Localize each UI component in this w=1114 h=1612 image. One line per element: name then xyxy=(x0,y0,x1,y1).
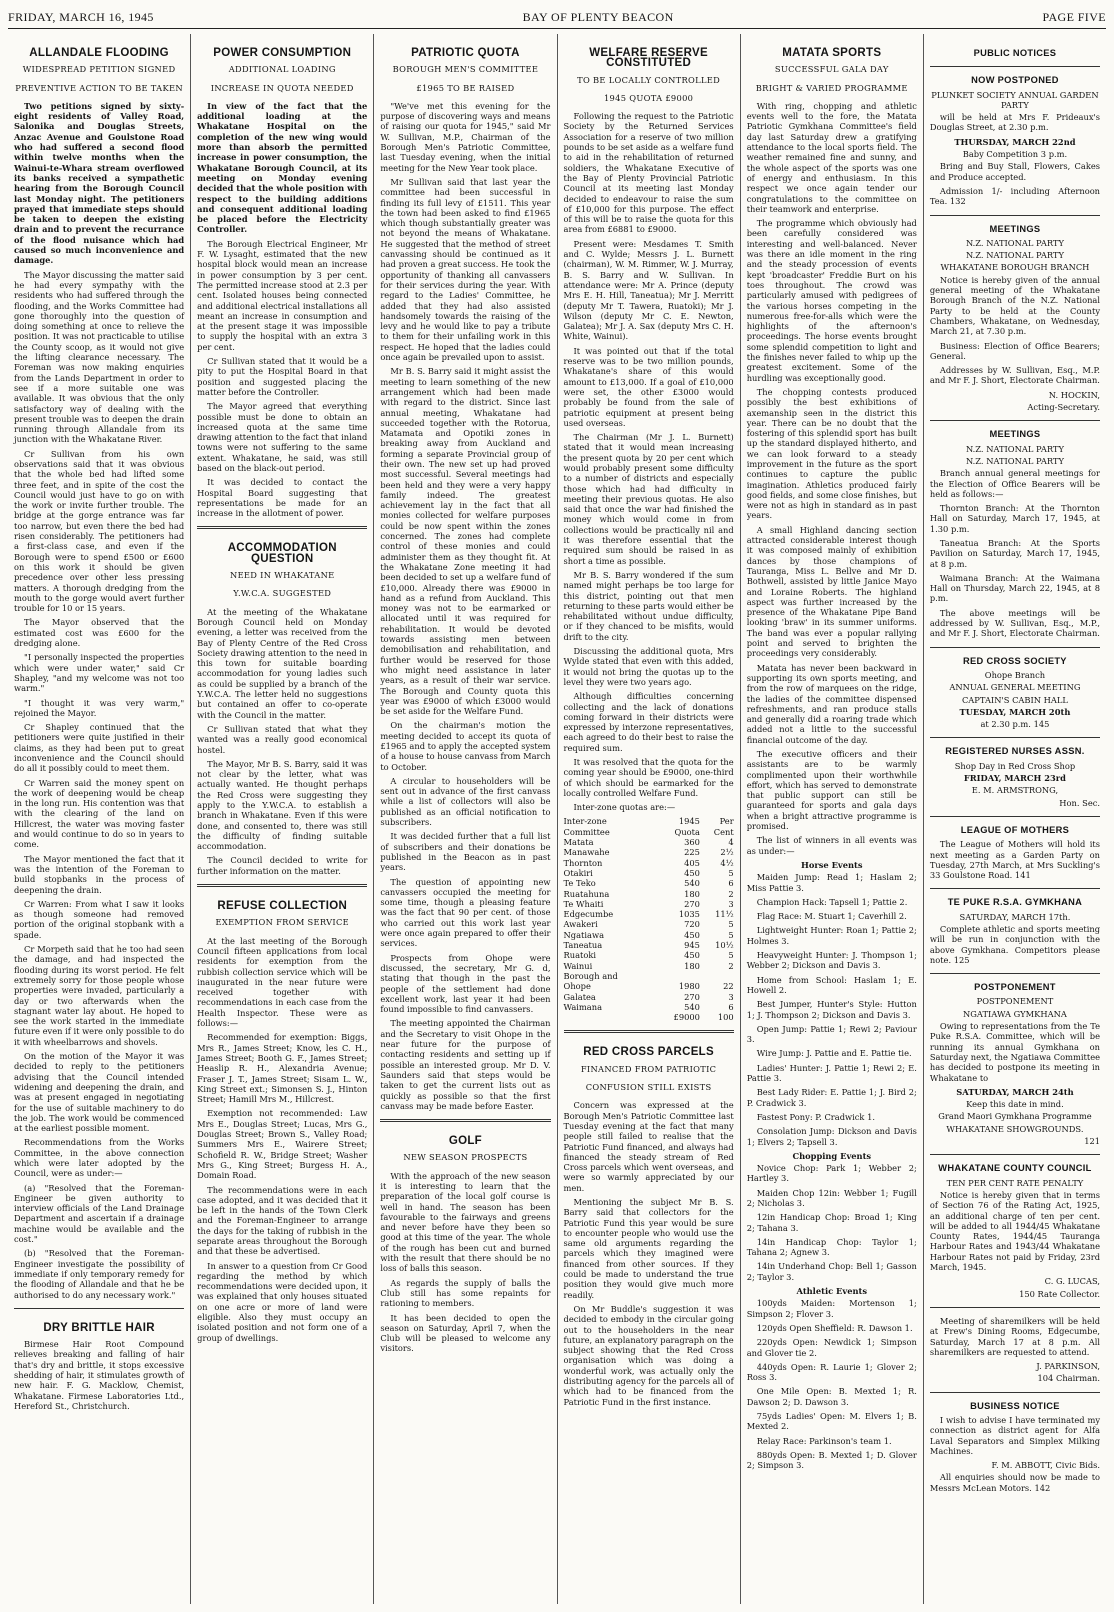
quota-committee: Te Teko xyxy=(563,878,596,889)
paragraph: On the motion of the Mayor it was decided to reply to the petitioners advising that the Council intended widening and deepening the drain, and was at present engaged in negotiating for the use of suitable machinery to do the job. The work would be commenced at the earliest possible moment. xyxy=(14,1051,185,1134)
notice-date: THURSDAY, MARCH 22nd xyxy=(954,136,1076,147)
paragraph: Mentioning the subject Mr B. S. Barry said that collectors for the Patriotic Fund this year would be sure to encounter people who would use the same old arguments regarding the parcels which they imagined were financed from other sources. If they could be made to understand the true position they would give much more readily. xyxy=(563,1196,734,1300)
paragraph: "We've met this evening for the purpose of discovering ways and means of raising our quota for 1945," said Mr W. Sullivan, M.P., Chairman of the Borough Men's Patriotic Committee, last Tuesday evening, when the initial meeting for the New Year took place. xyxy=(380,100,551,173)
notice-text: Business: Election of Office Bearers; General. xyxy=(929,340,1101,361)
subhead: CONFUSION STILL EXISTS xyxy=(585,1082,712,1093)
paragraph: Cr Sullivan from his own observations said that it was obvious that the whole bed had lifted some three feet, and in spite of the cost the Council would just have to go on with the work or invite further trouble. The bridge at the gorge entrance was far too narrow, but even there the bed had risen considerably. The petitioners had a first-class case, and even if the Borough were to spend £500 or £600 on this work it should be given precedence over other less pressing matters. A thorough dredging from the mouth to the gorge would avert further trouble for 10 or 15 years. xyxy=(14,448,185,614)
paragraph: A small Highland dancing section attracted considerable interest though it was composed mainly of exhibition dances by those champions of Tauranga, Miss L. Bellve and Mr D. Bothwell, assisted by little Janice Mayo and Loraine Roberts. The highland aspect was further increased by the presence of the Whakatane Pipe Band looking 'braw' in its summer uniforms. The band was ever a popular rallying point and served to brighten the proceedings very considerably. xyxy=(746,524,917,659)
paragraph: It was pointed out that if the total reserve was to be two million pounds, Whakatane's share of this would amount to £13,000. If a goal of £10,000 were set, the other £3000 would probably be found from the sale of patriotic equipment at present being used overseas. xyxy=(563,345,734,428)
quota-committee: Ruatahuna xyxy=(563,888,610,899)
paragraph: The Mayor discussing the matter said he had every sympathy with the residents who had suffered through the flooding, and the Works Committee had gone thoroughly into the question of doing something at once to relieve the position. It was not practicable to utilise the County scoop, as it would not give the lifting clearance necessary. The Foreman was now making enquiries from the Lands Department in order to see if a more suitable one was available. It was obvious that the only satisfactory way of dealing with the present trouble was to deepen the drain running through Allandale from its junction with the Whakatane River. xyxy=(14,269,185,445)
notice-date: TUESDAY, MARCH 20th xyxy=(959,706,1071,717)
paragraph: The recommendations were in each case adopted, and it was decided that it be left in the hands of the Town Clerk and the Foreman-Engineer to arrange the days for the taking of rubbish in the separate areas throughout the Borough and that these be advertised. xyxy=(197,1184,368,1257)
quota-row xyxy=(564,909,734,919)
paragraph: The executive officers and their assistants are to be warmly complimented upon their worthwhile effort, which has served to demonstrate that public support can still be guaranteed for sports and gala days when a bright attractive programme is promised. xyxy=(746,749,917,832)
quota-row xyxy=(564,981,734,991)
notice-line: NGATIAWA GYMKHANA xyxy=(963,1008,1067,1019)
subhead: FINANCED FROM PATRIOTIC xyxy=(580,1063,717,1074)
result-line: Maiden Jump: Read 1; Haslam 2; Miss Pattie 3. xyxy=(746,872,917,893)
event-heading: Chopping Events xyxy=(792,1150,872,1161)
notice-signature: N. HOCKIN, xyxy=(1048,389,1101,400)
paragraph: Cr Sullivan stated that it would be a pity to put the Hospital Board in that position and suggested placing the matter before the Controller. xyxy=(197,356,368,397)
notice-signature: Hon. Sec. xyxy=(1059,797,1101,808)
notice-line: WHAKATANE SHOWGROUNDS. xyxy=(946,1123,1084,1134)
notice-text: The above meetings will be addressed by W. Sullivan, Esq., M.P., and Mr F. J. Short, Electorate Chairman. xyxy=(929,607,1101,639)
notice-line: ANNUAL GENERAL MEETING xyxy=(949,682,1081,693)
quota-amount: 1035 xyxy=(678,909,700,920)
quota-committee: Ohope xyxy=(563,981,591,992)
column-6-public-notices xyxy=(924,34,1106,1604)
result-line: 75yds Ladies' Open: M. Elvers 1; B. Mexted 2. xyxy=(746,1411,917,1432)
paragraph: The Mayor observed that the estimated cost was £600 for the dredging alone. xyxy=(14,617,185,649)
notice-heading: POSTPONEMENT xyxy=(974,982,1056,993)
notice-line: N.Z. NATIONAL PARTY xyxy=(965,455,1064,466)
paragraph: Present were: Mesdames T. Smith and C. Wylde; Messrs J. L. Burnett (chairman), W. M. Rimmer, W. J. Murray, B. S. Barry and W. Sullivan. In attendance were: Mr A. Prince (deputy Mrs E. H. Hill, Taneatua); Mr J. Merritt (deputy Mr T. Tawera, Ruatoki); Mr J. Wilson (deputy Mr C. E. Newton, Galatea); Mr J. A. Sax (deputy Mrs C. H. White, Wainui). xyxy=(563,238,734,342)
quota-percent: 3 xyxy=(728,898,734,909)
result-line: 880yds Open: B. Mexted 1; D. Glover 2; Simpson 3. xyxy=(746,1449,917,1471)
divider xyxy=(197,526,367,529)
notice-heading: RED CROSS SOCIETY xyxy=(963,655,1067,666)
paragraph: The meeting appointed the Chairman and the Secretary to visit Ohope in the near future for the purpose of contacting residents and setting up if possible an interested group. Mr D. V. Saunders said that steps would be taken to get the current lists out as quickly as possible so that the first canvass may be made before Easter. xyxy=(380,1018,551,1111)
subhead: TO BE LOCALLY CONTROLLED xyxy=(577,74,721,85)
masthead xyxy=(8,6,1106,29)
quota-percent: Per xyxy=(719,816,734,827)
divider xyxy=(930,973,1100,974)
subhead: 1945 QUOTA £9000 xyxy=(603,92,694,103)
paragraph: Recommendations from the Works Committee, in the above connection which were later adopted by the Council, were as under:— xyxy=(14,1137,185,1179)
headline-refuse: REFUSE COLLECTION xyxy=(217,900,348,913)
quota-amount: 180 xyxy=(684,960,700,971)
notice-line: TEN PER CENT RATE PENALTY xyxy=(946,1177,1084,1188)
quota-amount: 450 xyxy=(684,929,700,940)
quota-percent: 11½ xyxy=(715,909,734,920)
paragraph: Cr Morpeth said that he too had seen the damage, and had inspected the flooding during its worst period. He felt extremely sorry for those people whose properties were invaded, particularly a day or two afterwards when the stagnant water lay about. He hoped to see the work started in the immediate future even if it were only possible to do it with wheelbarrows and shovels. xyxy=(14,944,185,1047)
paragraph: With the approach of the new season it is interesting to learn that the preparation of the local golf course is well in hand. The season has been favourable to the fairways and greens and never before have they been so good at this time of the year. The whole of the rough has been cut and burned with the result that there should be no loss of balls this season. xyxy=(380,1170,551,1274)
paragraph: A circular to householders will be sent out in advance of the first canvass while a list of collectors will also be published as an official notification to subscribers. xyxy=(380,775,551,828)
result-line: Fastest Pony: P. Cradwick 1. xyxy=(756,1111,875,1122)
paragraph: Exemption not recommended: Law Mrs E., Douglas Street; Lucas, Mrs G., Douglas Street; Brown S., Valley Road; Summers Mrs E., Wairere Street; Schofield R. W., Bridge Street; Washer Mrs G., King Street; Burgess H. A., Domain Road. xyxy=(197,1108,368,1181)
quota-row xyxy=(564,837,734,847)
divider xyxy=(930,1307,1100,1308)
public-notices-title: PUBLIC NOTICES xyxy=(973,48,1057,58)
notice-text: Complete athletic and sports meeting will be run in conjunction with the above Gymkhana. Competitors please note. 125 xyxy=(929,924,1101,965)
quota-percent: 2 xyxy=(728,888,734,899)
lead-paragraph: In view of the fact that the additional loading at the Whakatane Hospital on the completion of the new wing would more than absorb the permitted increase in power consumption, the Whakatane Borough Council, at its meeting on Monday evening decided that the whole position with respect to the building additions and consequent additional loading be placed before the Electricity Controller. xyxy=(197,100,368,235)
subhead: PREVENTIVE ACTION TO BE TAKEN xyxy=(15,82,183,93)
event-heading: Athletic Events xyxy=(796,1286,868,1297)
subhead: NEW SEASON PROSPECTS xyxy=(403,1152,528,1163)
paragraph: Mr B. S. Barry said it might assist the meeting to learn something of the new arrangement which had been made with regard to the district. Since last annual meeting, Whakatane had succeeded together with the Rotorua, Matamata and Opotiki zones in breaking away from Auckland and forming a separate Provincial group of their own. The new set up had proved most successful. Several meetings had been held and they were a very happy family indeed. The greatest achievement lay in the fact that all monies collected for welfare purposes could be now spent within the zones concerned. The zones had complete control of these monies and could administer them as they thought fit. At the Whakatane Zone meeting it had been decided to set up a welfare fund of £10,000. Already there was £9000 in hand as a refund from Auckland. This money was not to be earmarked or allocated until it was required for rehabilitation. It would be devoted towards assisting men between demobilisation and rehabilitation, and further would be reserved for those who might need assistance in later years, as a result of their war service. The Borough and County quota this year was £9000 of which £3000 would be set aside for the Welfare Fund. xyxy=(380,366,551,717)
result-line: Best Lady Rider: E. Pattie 1; J. Bird 2; P. Cradwick 3. xyxy=(746,1087,917,1108)
notice-line: PLUNKET SOCIETY ANNUAL GARDEN PARTY xyxy=(931,89,1099,110)
notice-signature: 150 Rate Collector. xyxy=(1019,1288,1101,1299)
quota-row xyxy=(564,940,734,950)
quota-amount xyxy=(655,971,700,981)
divider xyxy=(930,816,1100,817)
notice-line: E. M. ARMSTRONG, xyxy=(971,785,1059,796)
notice-line: CAPTAIN'S CABIN HALL xyxy=(961,694,1068,705)
paragraph: At the last meeting of the Borough Council fifteen applications from local residents for exemption from the rubbish collection service which will be inaugurated in the near future were received together with recommendations in each case from the Health Inspector. These were as follows:— xyxy=(197,935,368,1029)
quota-percent: Cent xyxy=(713,826,734,837)
paragraph: (a) "Resolved that the Foreman-Engineer be given authority to interview officials of the Land Drainage Department and ascertain if a drainage machine would be available and the cost." xyxy=(14,1182,185,1245)
column-2 xyxy=(191,34,374,1604)
notice-date: FRIDAY, MARCH 23rd xyxy=(963,773,1066,784)
quota-amount: 720 xyxy=(684,919,700,930)
paragraph: Inter-zone quotas are:— xyxy=(573,802,676,813)
headline-allandale: ALLANDALE FLOODING xyxy=(29,47,169,59)
paragraph: "I thought it was very warm," rejoined the Mayor. xyxy=(14,697,185,718)
quota-percent: 3 xyxy=(728,991,734,1002)
notice-signature: C. G. LUCAS, xyxy=(1044,1276,1101,1287)
event-heading: Horse Events xyxy=(801,859,863,870)
quota-percent: 4½ xyxy=(720,857,734,868)
notice-line: Baby Competition 3 p.m. xyxy=(962,149,1068,160)
headline-accommodation: ACCOMMODATION QUESTION xyxy=(227,542,337,565)
headline-power: POWER CONSUMPTION xyxy=(213,47,352,59)
quota-committee: Awakeri xyxy=(563,919,598,930)
result-line: Maiden Chop 12in: Webber 1; Fugill 2; Nicholas 3. xyxy=(746,1187,917,1208)
quota-row xyxy=(564,930,734,940)
notice-heading: NOW POSTPONED xyxy=(971,75,1059,86)
result-line: 14in Handicap Chop: Taylor 1; Tahana 2; Agnew 3. xyxy=(746,1236,917,1258)
quota-percent: 10½ xyxy=(715,940,734,951)
result-line: 440yds Open: R. Laurie 1; Glover 2; Ross 3. xyxy=(746,1361,917,1383)
paragraph: On the chairman's motion the meeting decided to accept its quota of £1965 and to apply the accepted system of a house to house canvass from March to October. xyxy=(380,720,551,772)
divider xyxy=(197,884,367,887)
quota-amount: 180 xyxy=(684,888,700,899)
quota-header-row xyxy=(564,827,734,837)
headline-red-cross: RED CROSS PARCELS xyxy=(583,1046,714,1059)
subhead: ADDITIONAL LOADING xyxy=(228,64,336,75)
quota-amount: 360 xyxy=(684,837,700,848)
notice-signature: Acting-Secretary. xyxy=(1027,402,1101,413)
quota-committee: Borough and xyxy=(563,970,618,981)
column-1 xyxy=(8,34,191,1604)
quota-row xyxy=(564,919,734,929)
result-line: Champion Hack: Tapsell 1; Pattie 2. xyxy=(756,896,908,907)
notice-line: Grand Maori Gymkhana Programme xyxy=(938,1111,1092,1122)
quota-amount: 1980 xyxy=(678,981,700,992)
notice-heading: TE PUKE R.S.A. GYMKHANA xyxy=(947,897,1083,908)
divider xyxy=(930,215,1100,216)
quota-row xyxy=(564,847,734,857)
notice-text: Admission 1/- including Afternoon Tea. 132 xyxy=(929,185,1101,207)
subhead: Y.W.C.A. SUGGESTED xyxy=(233,588,332,599)
subhead: SUCCESSFUL GALA DAY xyxy=(774,64,889,75)
quota-committee: Edgecumbe xyxy=(563,909,614,920)
divider xyxy=(930,1154,1100,1155)
paragraph: The Council decided to write for further information on the matter. xyxy=(197,855,368,876)
notice-line: Shop Day in Red Cross Shop xyxy=(954,760,1076,771)
divider xyxy=(930,888,1100,889)
quota-amount: 450 xyxy=(684,950,700,961)
quota-amount: 945 xyxy=(684,940,700,951)
quota-percent xyxy=(700,971,734,981)
quota-percent: 100 xyxy=(717,1012,734,1023)
quota-row xyxy=(564,889,734,899)
paragraph: Cr Warren: From what I saw it looks as though someone had removed portion of the original stopbank with a spade. xyxy=(14,898,185,940)
notice-signature: 104 Chairman. xyxy=(1037,1373,1101,1384)
notice-line: at 2.30 p.m. 145 xyxy=(980,719,1050,730)
paragraph: At the meeting of the Whakatane Borough Council held on Monday evening, a letter was received from the Bay of Plenty Centre of the Red Cross Society drawing attention to the need in this town for suitable boarding accommodation for young ladies such as could be supplied by a branch of the Y.W.C.A. The letter held no suggestions but contained an offer to co-operate with the Council in the matter. xyxy=(197,606,368,720)
result-line: 120yds Open Sheffield: R. Dawson 1. xyxy=(756,1322,913,1333)
headline-patriotic: PATRIOTIC QUOTA xyxy=(411,47,520,59)
quota-committee: Wainui xyxy=(563,960,593,971)
result-line: Open Jump: Pattie 1; Rewi 2; Paviour 3. xyxy=(746,1023,917,1045)
paragraph: Although difficulties concerning collecting and the lack of donations coming forward in their districts were expressed by interzone representatives, each agreed to do their best to raise the required sum. xyxy=(563,691,734,753)
paragraph: (b) "Resolved that the Foreman-Engineer investigate the possibility of immediate if only temporary remedy for the flooding of Allandale and that he be authorised to do any necessary work." xyxy=(14,1248,185,1300)
quota-row xyxy=(564,950,734,960)
divider xyxy=(930,647,1100,648)
notice-heading: WHAKATANE COUNTY COUNCIL xyxy=(938,1163,1092,1174)
notice-text: Notice is hereby given of the annual general meeting of the Whakatane Borough Branch of the N.Z. National Party to be held at the County Chambers, Whakatane, on Wednesday, March 21, at 7.30 p.m. xyxy=(929,274,1101,337)
issue-date: FRIDAY, MARCH 16, 1945 xyxy=(8,9,154,24)
paragraph: The Mayor mentioned the fact that it was the intention of the Foreman to build stopbanks in the process of deepening the drain. xyxy=(14,853,185,895)
notice-signature: F. M. ABBOTT, Civic Bids. xyxy=(991,1460,1101,1471)
quota-amount: 540 xyxy=(684,878,700,889)
paragraph: The list of winners in all events was as under:— xyxy=(746,835,917,856)
quota-row xyxy=(564,899,734,909)
subhead: WIDESPREAD PETITION SIGNED xyxy=(22,64,176,75)
result-line: Novice Chop: Park 1; Webber 2; Hartley 3. xyxy=(746,1163,917,1184)
quota-committee: Ruatoki xyxy=(563,950,597,961)
subhead: BRIGHT & VARIED PROGRAMME xyxy=(755,82,908,93)
quota-committee: Galatea xyxy=(563,991,596,1002)
lead-paragraph: Two petitions signed by sixty-eight residents of Valley Road, Salonika and Douglas Streets, Anzac Avenue and Goulstone Road who had suffered a second flood within twelve months when the Wainui-te-Whara stream overflowed its banks received a sympathetic hearing from the Borough Council last Monday night. The petitioners prayed that immediate steps should be taken to deepen the existing drain and to prevent the recurrance of the flood nuisance which had caused so much inconvenience and damage. xyxy=(14,100,185,266)
quota-amount: 405 xyxy=(684,857,700,868)
headline-matata: MATATA SPORTS xyxy=(782,47,882,59)
quota-amount: 450 xyxy=(684,867,700,878)
subhead: EXEMPTION FROM SERVICE xyxy=(215,917,350,928)
subhead: £1965 TO BE RAISED xyxy=(416,82,515,93)
paragraph: In answer to a question from Cr Good regarding the method by which recommendations were decided upon, it was explained that only houses situated on one acre or more of land were eligible. Also they must occupy an isolated position and not form one of a group of dwellings. xyxy=(197,1260,368,1343)
result-line: 220yds Open: Newdick 1; Simpson and Glover tie 2. xyxy=(746,1337,917,1358)
quota-amount: Quota xyxy=(674,826,700,837)
quota-committee xyxy=(564,1012,656,1022)
quota-committee: Waimana xyxy=(563,1001,603,1012)
quota-amount: 270 xyxy=(684,991,700,1002)
notice-heading: REGISTERED NURSES ASSN. xyxy=(945,746,1085,757)
quota-row xyxy=(564,961,734,971)
headline-welfare: WELFARE RESERVE CONSTITUTED xyxy=(589,47,708,70)
quota-committee: Ngatiawa xyxy=(563,929,605,940)
paragraph: Birmese Hair Root Compound relieves breaking and falling of hair that's dry and brittle, it stops excessive shedding of hair, it stimulates growth of new hair. F. G. Macklow, Chemist, Whakatane. Firmese Laboratories Ltd., Hereford St., Christchurch. xyxy=(14,1339,185,1411)
divider xyxy=(564,1030,734,1033)
notice-text: Waimana Branch: At the Waimana Hall on Thursday, March 22, 1945, at 8 p.m. xyxy=(929,572,1101,604)
quota-amount: 1945 xyxy=(678,816,700,827)
divider xyxy=(380,1119,550,1122)
result-line: 12in Handicap Chop: Broad 1; King 2; Tahana 3. xyxy=(746,1212,917,1233)
notice-text: I wish to advise I have terminated my connection as district agent for Alfa Laval Separators and Simplex Milking Machines. xyxy=(929,1414,1101,1456)
quota-row xyxy=(564,1012,734,1022)
quota-committee: Manawahe xyxy=(563,847,610,858)
divider xyxy=(930,737,1100,738)
notice-line: POSTPONEMENT xyxy=(976,996,1054,1007)
quota-percent: 6 xyxy=(728,1001,734,1012)
result-line: Ladies' Hunter: J. Pattie 1; Rewi 2; E. Pattie 3. xyxy=(746,1062,917,1084)
paragraph: As regards the supply of balls the Club still has some repaints for rationing to members. xyxy=(380,1277,551,1309)
paragraph: Cr Sullivan stated that what they wanted was a really good economical hostel. xyxy=(197,723,368,755)
quota-committee: Matata xyxy=(563,837,594,848)
quota-committee: Thornton xyxy=(563,857,603,868)
result-line: Wire Jump: J. Pattie and E. Pattie tie. xyxy=(756,1048,912,1059)
paragraph: On Mr Buddle's suggestion it was decided to embody in the circular going out to the householders in the near future, an explanatory paragraph on the subject showing that the Red Cross organisation which was doing a wonderful work, was actually only the distributing agency for the parcels all of which had to be financed from the Patriotic Fund in the first instance. xyxy=(563,1303,734,1407)
divider xyxy=(930,420,1100,421)
quota-row xyxy=(564,878,734,888)
subhead: INCREASE IN QUOTA NEEDED xyxy=(210,82,354,93)
quota-header-row xyxy=(564,816,734,826)
quota-amount: 225 xyxy=(684,847,700,858)
paragraph: The question of appointing new canvassers occupied the meeting for some time, though a pleasing feature was the fact that 90 per cent. of those who carried out this work last year were once again prepared to offer their services. xyxy=(380,876,551,949)
notice-line: WHAKATANE BOROUGH BRANCH xyxy=(940,262,1090,273)
paragraph: Mr B. S. Barry wondered if the sum named might perhaps be too large for this district, pointing out that men returning to these parts would either be rehabilitated without undue difficulty, or if they chanced to be misfits, would drift to the city. xyxy=(563,569,734,642)
paragraph: Concern was expressed at the Borough Men's Patriotic Committee last Tuesday evening at the fact that many people still failed to realise that the Patriotic Fund financed, and always had financed the steady stream of Red Cross parcels which went overseas, and were so warmly appreciated by our men. xyxy=(563,1100,734,1193)
notice-text: Thornton Branch: At the Thornton Hall on Saturday, March 17, 1945, at 1.30 p.m. xyxy=(929,503,1101,534)
quota-percent: 5 xyxy=(728,867,734,878)
paragraph: It has been decided to open the season on Saturday, April 7, when the Club will be pleased to welcome any visitors. xyxy=(380,1312,551,1354)
headline-golf: GOLF xyxy=(448,1135,482,1148)
result-line: Home from School: Haslam 1; E. Howell 2. xyxy=(746,974,917,995)
quota-table xyxy=(564,816,734,1022)
quota-percent: 4 xyxy=(728,837,734,848)
result-line: Best Jumper, Hunter's Style: Hutton 1; J. Thompson 2; Dickson and Davis 3. xyxy=(746,999,917,1020)
column-3 xyxy=(374,34,557,1604)
notice-text: All enquiries should now be made to Messrs McLean Motors. 142 xyxy=(929,1472,1101,1493)
quota-amount: £9000 xyxy=(673,1012,700,1023)
notice-line: N.Z. NATIONAL PARTY xyxy=(965,443,1064,454)
divider xyxy=(930,66,1100,67)
notice-line: Keep this date in mind. xyxy=(966,1099,1064,1110)
paper-name: BAY OF PLENTY BEACON xyxy=(522,9,674,24)
column-4 xyxy=(558,34,741,1604)
notice-text: will be held at Mrs F. Prideaux's Douglas Street, at 2.30 p.m. xyxy=(929,112,1101,133)
quota-percent: 5 xyxy=(728,929,734,940)
notice-heading: LEAGUE OF MOTHERS xyxy=(960,824,1070,835)
notice-text: Notice is hereby given that in terms of Section 76 of the Rating Act, 1925, an additional charge of ten per cent. will be added to all 1944/45 Whakatane County Rates, 1944/45 Tauranga Harbour Rates and 1943/44 Whakatane Harbour Rates not paid by Friday, 23rd March, 1945. xyxy=(929,1189,1101,1273)
subhead: NEED IN WHAKATANE xyxy=(230,570,335,581)
paragraph: The Borough Electrical Engineer, Mr F. W. Lysaght, estimated that the new hospital block would mean an increase in power consumption by 3 per cent. The permitted increase stood at 2.3 per cent. Isolated houses being connected and additional electrical installations all meant an increase in consumption and at the present stage it was impossible to supply the hospital with an extra 3 per cent. xyxy=(197,238,368,352)
notice-signature: J. PARKINSON, xyxy=(1036,1361,1101,1372)
result-line: Heavyweight Hunter: J. Thompson 1; Webber 2; Dickson and Davis 3. xyxy=(746,950,917,971)
column-5 xyxy=(741,34,924,1604)
quota-row xyxy=(564,992,734,1002)
paragraph: Matata has never been backward in supporting its own sports meeting, and from the row of marquees on the ridge, the ladies of the committee dispensed refreshments, and ran produce stalls and generally did a roaring trade which added not a little to the successful financial outcome of the day. xyxy=(746,662,917,745)
quota-committee: Taneatua xyxy=(563,940,603,951)
quota-percent: 5 xyxy=(728,950,734,961)
divider xyxy=(930,1392,1100,1393)
quota-committee: Otakiri xyxy=(563,867,593,878)
quota-percent: 6 xyxy=(728,878,734,889)
paragraph: The chopping contests produced possibly the best exhibitions of axemanship seen in the district this year. There can be no doubt that the fostering of this splendid sport has built up the standard displayed hitherto, and we can look forward to a steady improvement in the future as the sport continues to capture the public imagination. Athletics produced fairly good fields, and some close finishes, but were not as high in standard as in past years. xyxy=(746,386,917,521)
quota-percent: 5 xyxy=(728,919,734,930)
paragraph: Prospects from Ohope were discussed, the secretary, Mr G. d, stating that though in the past the people of the settlement had done excellent work, last year it had been found impossible to find canvassers. xyxy=(380,952,551,1015)
paragraph: "I personally inspected the properties which were under water," said Cr Shapley, "and my welcome was not too warm." xyxy=(14,652,185,694)
quota-table-body xyxy=(564,816,734,1022)
subhead: BOROUGH MEN'S COMMITTEE xyxy=(392,64,539,75)
quota-amount: 270 xyxy=(684,898,700,909)
paragraph: Cr Warren said the money spent on the work of deepening would be cheap in the long run. His contention was that with the clearing of the land on Hillcrest, the water was moving faster and would continue to do so in years to come. xyxy=(14,777,185,850)
quota-percent: 2 xyxy=(728,960,734,971)
quota-percent: 2½ xyxy=(720,847,734,858)
notice-text: Addresses by W. Sullivan, Esq., M.P. and Mr F. J. Short, Electorate Chairman. xyxy=(929,365,1101,386)
notice-text: Owing to representations from the Te Puke R.S.A. Committee, which will be running its annual Gymkhana on Saturday next, the Ngatiawa Committee has decided to postpone its meeting in Whakatane to xyxy=(929,1021,1101,1083)
result-line: Flag Race: M. Stuart 1; Caverhill 2. xyxy=(756,911,907,922)
paragraph: With ring, chopping and athletic events well to the fore, the Matata Patriotic Gymkhana Committee's field day last Saturday drew a gratifying attendance to the local sports field. The weather remained fine and sunny, and the whole aspect of the sports was one of energy and enthusiasm. In this respect we once again tender our congratulations to the committee on their teamwork and enterprise. xyxy=(746,100,917,214)
notice-text: Taneatua Branch: At the Sports Pavilion on Saturday, March 17, 1945, at 8 p.m. xyxy=(929,537,1101,569)
notice-text: The League of Mothers will hold its next meeting as a Garden Party on Tuesday, 27th March, at Mrs Suckling's 33 Goulstone Road. 141 xyxy=(929,839,1101,881)
paragraph: The Mayor agreed that everything possible must be done to obtain an increased quota at the same time drawing attention to the fact that inland towns were not suffering to the same extent. Whakatane, he said, was still based on the black-out period. xyxy=(197,401,368,473)
notice-line: N.Z. NATIONAL PARTY xyxy=(965,250,1064,261)
quota-row xyxy=(564,1002,734,1012)
notice-heading: BUSINESS NOTICE xyxy=(970,1400,1060,1411)
notice-ref: 121 xyxy=(1084,1136,1101,1147)
paragraph: Recommended for exemption: Biggs, Mrs R., James Street; Know, les C. H., James Street; Booth G. F., James Street; Heaslip R. H., Alexandria Avenue; Fraser J. T., James Street; Sisam L. W., King Street ext.; Simonsen S. J., Hinton Street; Hamill Mrs M., Hillcrest. xyxy=(197,1032,368,1105)
paragraph: It was decided to contact the Hospital Board suggesting that representations be made for an increase in the allotment of power. xyxy=(197,477,368,519)
result-line: Relay Race: Parkinson's team 1. xyxy=(756,1435,892,1446)
quota-row xyxy=(564,971,734,981)
notice-line: Ohope Branch xyxy=(984,669,1046,680)
headline-hair: DRY BRITTLE HAIR xyxy=(43,1321,155,1334)
notice-heading: MEETINGS xyxy=(989,429,1041,440)
notice-text: Bring and Buy Stall, Flowers, Cakes and Produce accepted. xyxy=(929,161,1101,182)
notice-text: Meeting of sharemilkers will be held at Frew's Dining Rooms, Edgecumbe, Saturday, March 17 at 8 p.m. All sharemilkers are requested to attend. xyxy=(929,1315,1101,1357)
divider xyxy=(14,1308,184,1309)
quota-committee: Te Whaiti xyxy=(563,898,604,909)
result-line: Consolation Jump: Dickson and Davis 1; Elvers 2; Tapsell 3. xyxy=(746,1126,917,1147)
notice-line: N.Z. NATIONAL PARTY xyxy=(965,237,1064,248)
result-line: Lightweight Hunter: Roan 1; Pattie 2; Holmes 3. xyxy=(746,925,917,946)
quota-row xyxy=(564,868,734,878)
notice-line: SATURDAY, MARCH 17th. xyxy=(959,911,1071,922)
quota-percent: 22 xyxy=(723,981,734,992)
page-number: PAGE FIVE xyxy=(1042,9,1106,24)
paragraph: The Chairman (Mr J. L. Burnett) stated that it would mean increasing the present quota by 20 per cent which would probably present some difficulty to a number of districts and especially those which had had difficulty in meeting their previous quotas. He also said that once the war had finished the money which would come in from collections would be practically nil and it was therefore essential that the required sum should be raised in as short a time as possible. xyxy=(563,432,734,566)
quota-amount: 540 xyxy=(684,1001,700,1012)
paragraph: Discussing the additional quota, Mrs Wylde stated that even with this added, it would not bring the quotas up to the level they were two years ago. xyxy=(563,646,734,687)
notice-text: Branch annual general meetings for the Election of Office Bearers will be held as follows:— xyxy=(929,468,1101,499)
paragraph: The programme which obviously had been carefully considered was interesting and well-balanced. Never was there an idle moment in the ring and the steady procession of events kept 'broadcaster' Freddie Burt on his toes throughout. The crowd was particularly amused with pedigrees of the various horses competing in the numerous free-for-alls which were the highlights of the afternoon's proceedings. The horse events brought some splendid competition to light and the finishes never failed to whip up the greatest excitement. Some of the hurdling was exceptionally good. xyxy=(746,218,917,383)
paragraph: Following the request to the Patriotic Society by the Returned Services Association for a reserve of two million pounds to be set aside as a welfare fund to aid in the rehabilitation of returned soldiers, the Whakatane Executive of the Bay of Plenty Provincial Patriotic Council at its meeting last Monday decided to endeavour to raise the sum of £10,000 for this purpose. The effect of this will be to raise the quota for this area from £6881 to £9000. xyxy=(563,111,734,235)
notice-date: SATURDAY, MARCH 24th xyxy=(956,1086,1074,1097)
result-line: 100yds Maiden: Mortenson 1; Simpson 2; Flover 3. xyxy=(746,1298,917,1319)
quota-committee: Inter-zone xyxy=(563,816,607,827)
quota-committee: Committee xyxy=(563,826,610,837)
newspaper-page xyxy=(8,34,1106,1604)
notice-heading: MEETINGS xyxy=(989,223,1041,234)
result-line: One Mile Open: B. Mexted 1; R. Dawson 2; D. Dawson 3. xyxy=(746,1386,917,1407)
paragraph: It was decided further that a full list of subscribers and their donations be published in the Beacon as in past years. xyxy=(380,831,551,873)
paragraph: The Mayor, Mr B. S. Barry, said it was not clear by the letter, what was actually wanted. He thought perhaps the Red Cross were suggesting they apply to the Y.W.C.A. to establish a branch in Whakatane. Even if this were done, and consented to, there was still the difficulty of finding suitable accommodation. xyxy=(197,758,368,852)
paragraph: Mr Sullivan said that last year the committee had been successful in finding its full levy of £1511. This year the town had been asked to find £1965 which though substantially greater was not beyond the means of Whakatane. He suggested that the method of street canvassing should be continued as it had proven a great success. He took the opportunity of thanking all canvassers for their services during the year. With regard to the Ladies' Committee, he added that they had also assisted handsomely towards the raising of the levy and he would like to pay a tribute to them for their unfailing work in this respect. He hoped that the ladies could once again be prevailed upon to assist. xyxy=(380,176,551,363)
quota-row xyxy=(564,858,734,868)
paragraph: It was resolved that the quota for the coming year should be £9000, one-third of which should be earmarked for the locally controlled Welfare Fund. xyxy=(563,757,734,798)
paragraph: Cr Shapley continued that the petitioners were quite justified in their claims, as they had been put to great inconvenience and the Council should do all it possibly could to meet them. xyxy=(14,722,185,774)
result-line: 14in Underhand Chop: Bell 1; Gasson 2; Taylor 3. xyxy=(746,1261,917,1282)
